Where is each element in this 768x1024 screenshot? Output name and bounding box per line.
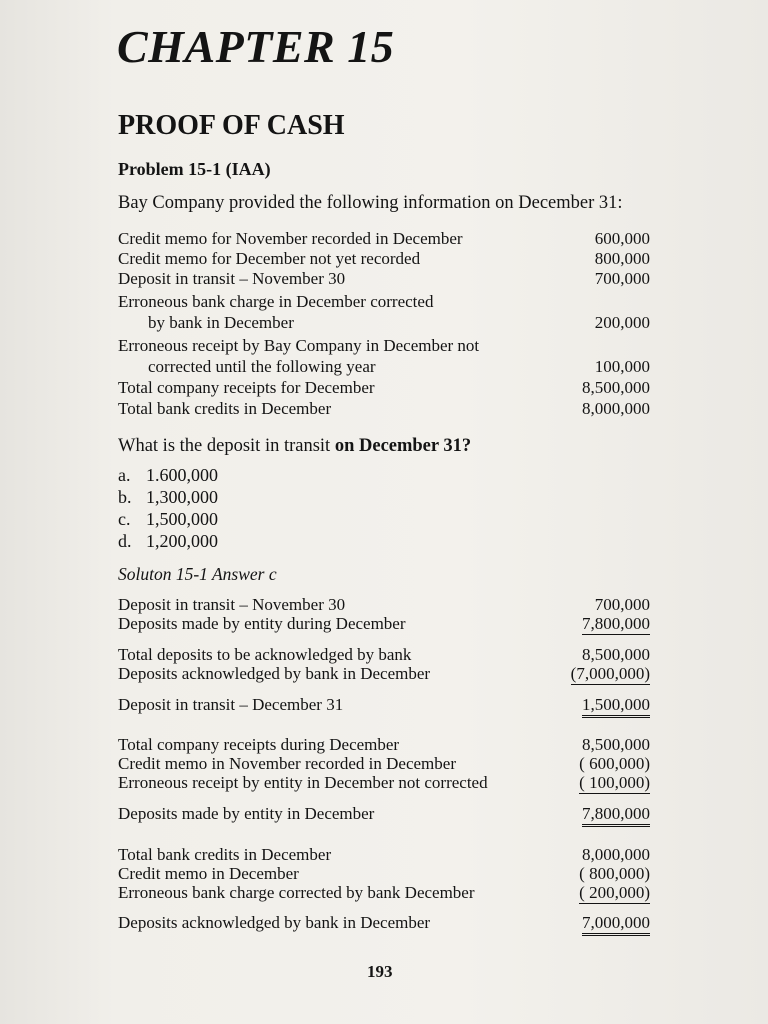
- solution-label: Total deposits to be acknowledged by bank: [118, 645, 412, 664]
- answer-option: [118, 486, 218, 508]
- solution-value: ( 100,000): [579, 773, 650, 792]
- section-title: PROOF OF CASH: [118, 110, 345, 141]
- info-value: 8,000,000: [582, 399, 650, 418]
- info-label: Credit memo for December not yet recorded: [118, 249, 421, 268]
- info-label: Erroneous receipt by Bay Company in December not: [118, 336, 480, 355]
- info-value: 8,500,000: [582, 378, 650, 397]
- solution-value: ( 600,000): [579, 754, 650, 773]
- option-letter: b.: [118, 487, 132, 507]
- solution-label: Deposits made by entity in December: [118, 804, 375, 823]
- answer-option: [118, 508, 218, 530]
- info-label: Total company receipts for December: [118, 378, 375, 397]
- solution-label: Credit memo in December: [118, 864, 299, 883]
- answer-option: [118, 530, 218, 552]
- info-value: 600,000: [594, 229, 650, 248]
- solution-label: Total bank credits in December: [118, 845, 332, 864]
- question-bold: on December 31?: [334, 436, 472, 456]
- option-text: 1.600,000: [146, 465, 218, 485]
- solution-value: 1,500,000: [582, 695, 650, 718]
- info-label: Credit memo for November recorded in December: [118, 229, 463, 248]
- info-label: corrected until the following year: [148, 357, 376, 376]
- info-label: Deposit in transit – November 30: [118, 269, 346, 288]
- solution-value: 8,000,000: [582, 845, 650, 864]
- solution-value: 8,500,000: [582, 735, 650, 754]
- option-text: 1,200,000: [146, 531, 218, 551]
- info-label: by bank in December: [148, 313, 294, 332]
- solution-label: Deposits acknowledged by bank in December: [118, 913, 431, 932]
- solution-value: 700,000: [594, 595, 650, 614]
- solution-value: 7,800,000: [582, 804, 650, 827]
- option-letter: c.: [118, 509, 131, 529]
- solution-value: 7,800,000: [582, 614, 650, 633]
- solution-label: Deposit in transit – November 30: [118, 595, 346, 614]
- solution-value: (7,000,000): [570, 664, 650, 683]
- option-text: 1,500,000: [146, 509, 218, 529]
- solution-label: Deposits made by entity during December: [118, 614, 406, 633]
- info-value: 100,000: [594, 357, 650, 376]
- info-label: Total bank credits in December: [118, 399, 332, 418]
- solution-value: 7,000,000: [582, 913, 650, 936]
- problem-intro: Bay Company provided the following information on December 31:: [118, 193, 623, 213]
- solution-label: Credit memo in November recorded in December: [118, 754, 456, 773]
- solution-label: Deposit in transit – December 31: [118, 695, 344, 714]
- solution-title: Soluton 15-1 Answer c: [118, 564, 277, 584]
- option-text: 1,300,000: [146, 487, 218, 507]
- chapter-title: CHAPTER 15: [117, 21, 395, 72]
- solution-label: Total company receipts during December: [118, 735, 400, 754]
- option-letter: d.: [118, 531, 132, 551]
- solution-label: Erroneous receipt by entity in December not corrected: [118, 773, 488, 792]
- answer-option: [118, 464, 218, 486]
- option-letter: a.: [118, 465, 131, 485]
- info-label: Erroneous bank charge in December corrected: [118, 292, 434, 311]
- solution-value: ( 800,000): [579, 864, 650, 883]
- solution-value: 8,500,000: [582, 645, 650, 664]
- info-value: 700,000: [594, 269, 650, 288]
- solution-label: Deposits acknowledged by bank in December: [118, 664, 431, 683]
- solution-value: ( 200,000): [579, 883, 650, 902]
- question-text: What is the deposit in transit: [118, 436, 335, 456]
- info-value: 800,000: [594, 249, 650, 268]
- question: [118, 436, 471, 457]
- page-number: 193: [367, 962, 393, 981]
- info-value: 200,000: [594, 313, 650, 332]
- solution-label: Erroneous bank charge corrected by bank December: [118, 883, 475, 902]
- problem-title: Problem 15-1 (IAA): [118, 159, 271, 179]
